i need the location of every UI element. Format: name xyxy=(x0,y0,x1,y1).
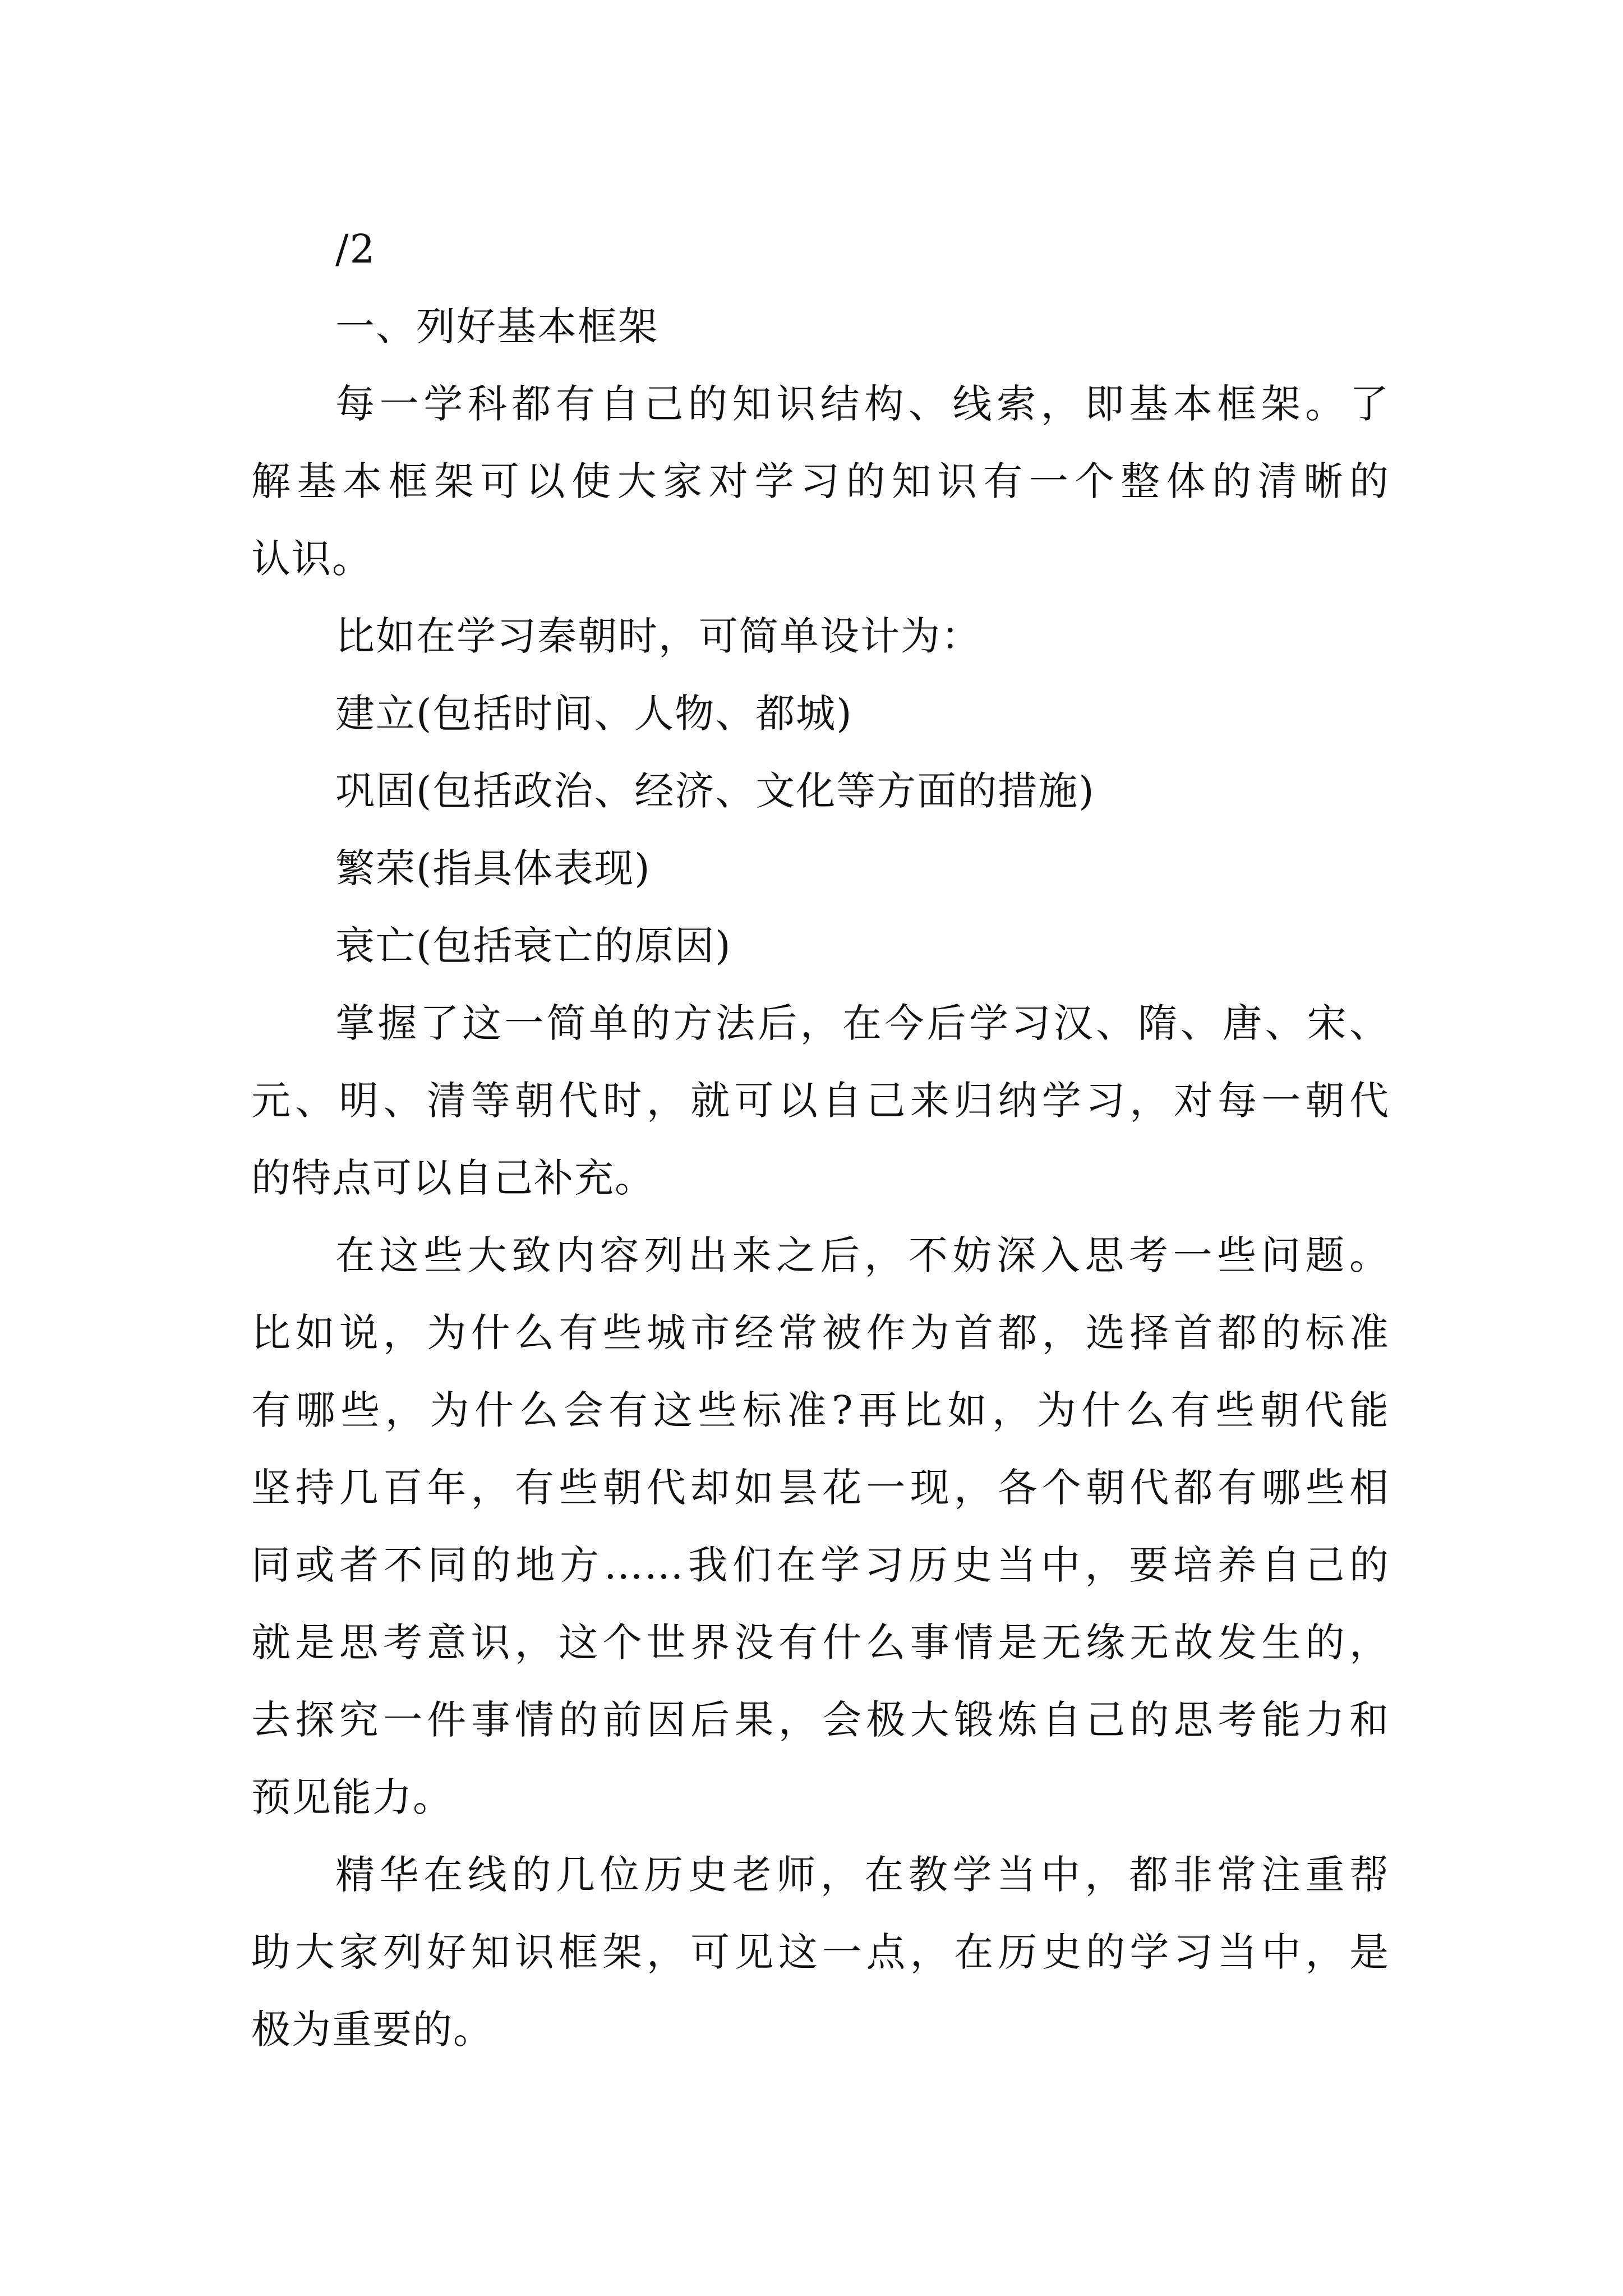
text-line: 解基本框架可以使大家对学习的知识有一个整体的清晰的 xyxy=(251,458,1390,504)
page-marker: /2 xyxy=(335,226,376,272)
text-line: 每一学科都有自己的知识结构、线索，即基本框架。了 xyxy=(335,381,1390,427)
text-line: 元、明、清等朝代时，就可以自己来归纳学习，对每一朝代 xyxy=(251,1078,1390,1124)
text-line: 比如在学习秦朝时，可简单设计为： xyxy=(335,613,981,659)
text-line: 衰亡(包括衰亡的原因) xyxy=(335,923,732,969)
text-line: 建立(包括时间、人物、都城) xyxy=(335,691,853,737)
text-line: 坚持几百年，有些朝代却如昙花一现，各个朝代都有哪些相 xyxy=(251,1465,1390,1511)
text-line: 去探究一件事情的前因后果，会极大锻炼自己的思考能力和 xyxy=(251,1697,1390,1743)
text-line: 掌握了这一简单的方法后，在今后学习汉、隋、唐、宋、 xyxy=(335,1000,1390,1046)
text-line: 极为重要的。 xyxy=(251,2007,494,2053)
text-line: 巩固(包括政治、经济、文化等方面的措施) xyxy=(335,768,1095,814)
text-line: 精华在线的几位历史老师，在教学当中，都非常注重帮 xyxy=(335,1852,1390,1898)
text-line: 在这些大致内容列出来之后，不妨深入思考一些问题。 xyxy=(335,1232,1390,1278)
text-line: 助大家列好知识框架，可见这一点，在历史的学习当中，是 xyxy=(251,1929,1390,1975)
text-line: 同或者不同的地方……我们在学习历史当中，要培养自己的 xyxy=(251,1542,1390,1588)
section-heading: 一、列好基本框架 xyxy=(335,303,658,349)
document-body xyxy=(251,210,1390,2068)
text-line: 就是思考意识，这个世界没有什么事情是无缘无故发生的， xyxy=(251,1619,1390,1665)
text-line: 的特点可以自己补充。 xyxy=(251,1155,655,1201)
text-line: 有哪些，为什么会有这些标准?再比如，为什么有些朝代能 xyxy=(251,1387,1390,1433)
text-line: 预见能力。 xyxy=(251,1774,453,1820)
document-lines xyxy=(251,288,1390,2068)
text-line: 认识。 xyxy=(251,536,372,582)
text-line: 繁荣(指具体表现) xyxy=(335,845,651,891)
text-line: 比如说，为什么有些城市经常被作为首都，选择首都的标准 xyxy=(251,1310,1390,1356)
